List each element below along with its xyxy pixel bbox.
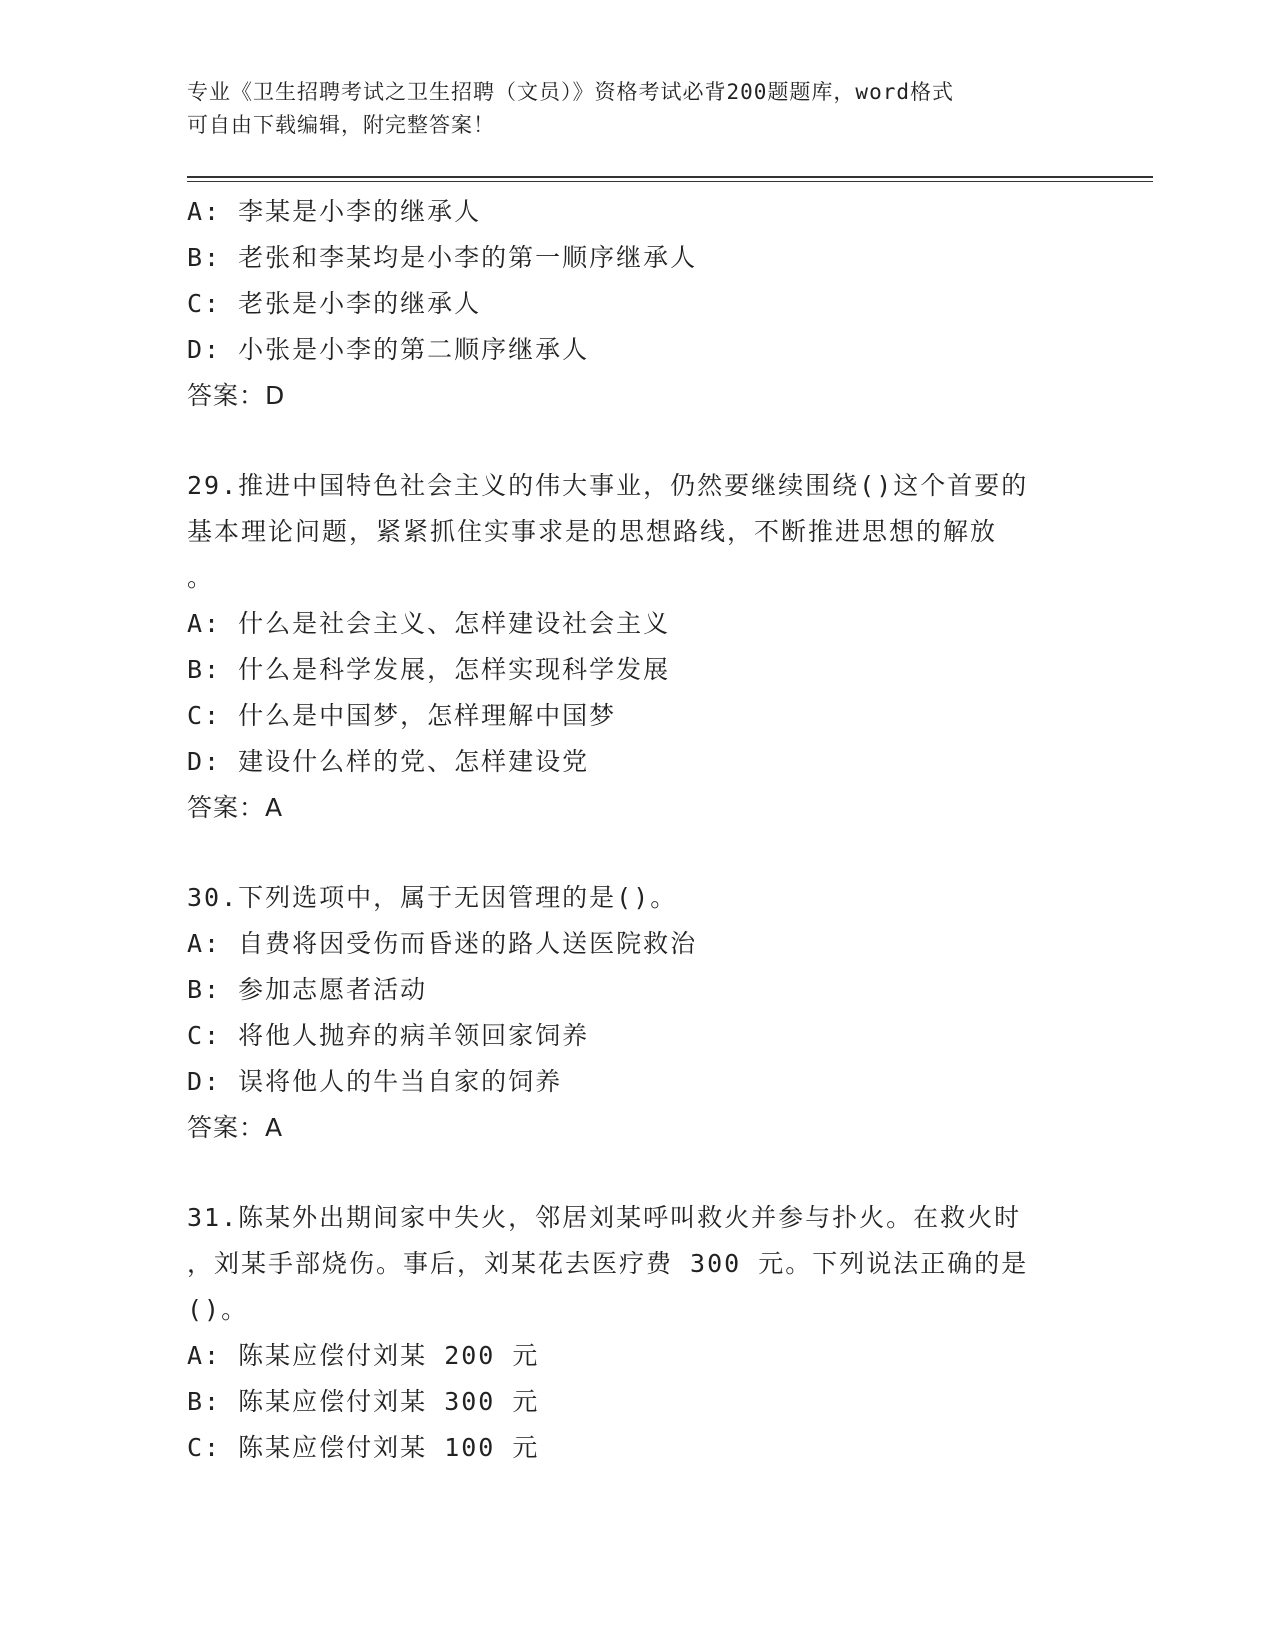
option-a: A: 什么是社会主义、怎样建设社会主义 — [187, 609, 671, 638]
question-28-block — [187, 189, 1087, 419]
option-c: C: 陈某应偿付刘某 100 元 — [187, 1433, 540, 1462]
question-31-block — [187, 1195, 1087, 1471]
question-text-line: ，刘某手部烧伤。事后，刘某花去医疗费 300 元。下列说法正确的是 — [187, 1249, 1029, 1278]
option-d: D: 误将他人的牛当自家的饲养 — [187, 1067, 563, 1096]
option-b: B: 老张和李某均是小李的第一顺序继承人 — [187, 243, 698, 272]
option-c: C: 老张是小李的继承人 — [187, 289, 482, 318]
spacer — [187, 1151, 1087, 1195]
header-divider — [187, 176, 1153, 182]
option-a: A: 陈某应偿付刘某 200 元 — [187, 1341, 540, 1370]
question-29-block — [187, 463, 1087, 831]
option-b: B: 什么是科学发展，怎样实现科学发展 — [187, 655, 671, 684]
question-content — [187, 189, 1087, 1471]
question-text-line: 30.下列选项中，属于无因管理的是()。 — [187, 883, 678, 912]
header-line-2: 可自由下载编辑，附完整答案！ — [187, 113, 495, 137]
option-c: C: 什么是中国梦，怎样理解中国梦 — [187, 701, 617, 730]
option-d: D: 小张是小李的第二顺序继承人 — [187, 335, 590, 364]
question-text-line: 。 — [187, 563, 215, 592]
option-a: A: 李某是小李的继承人 — [187, 197, 482, 226]
answer-line: 答案：A — [187, 1113, 284, 1142]
option-c: C: 将他人抛弃的病羊领回家饲养 — [187, 1021, 590, 1050]
header-line-1: 专业《卫生招聘考试之卫生招聘（文员）》资格考试必背200题题库，word格式 — [187, 80, 954, 104]
answer-line: 答案：A — [187, 793, 284, 822]
spacer — [187, 419, 1087, 463]
option-a: A: 自费将因受伤而昏迷的路人送医院救治 — [187, 929, 698, 958]
question-text-line: 基本理论问题，紧紧抓住实事求是的思想路线，不断推进思想的解放 — [187, 517, 998, 546]
question-text-line: 31.陈某外出期间家中失火，邻居刘某呼叫救火并参与扑火。在救火时 — [187, 1203, 1022, 1232]
answer-line: 答案：D — [187, 381, 286, 410]
question-30-block — [187, 875, 1087, 1151]
question-text-line: ()。 — [187, 1295, 249, 1324]
question-text-line: 29.推进中国特色社会主义的伟大事业，仍然要继续围绕()这个首要的 — [187, 471, 1029, 500]
option-b: B: 陈某应偿付刘某 300 元 — [187, 1387, 540, 1416]
option-b: B: 参加志愿者活动 — [187, 975, 428, 1004]
spacer — [187, 831, 1087, 875]
document-header — [187, 76, 1087, 142]
option-d: D: 建设什么样的党、怎样建设党 — [187, 747, 590, 776]
